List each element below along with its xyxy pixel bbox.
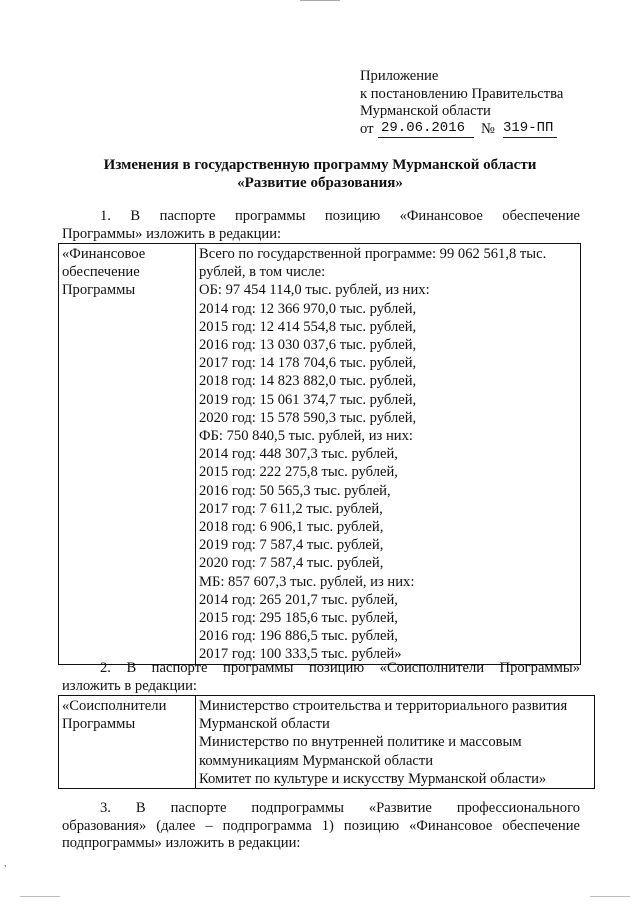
section-2-intro [62,660,580,695]
co-executors-label-cell [59,696,196,789]
appendix-line-2: к постановлению Правительства [360,85,564,102]
financing-line: 2019 год: 15 061 374,7 тыс. рублей, [199,391,417,408]
title-line-2: «Развитие образования» [237,175,403,191]
financing-line: 2018 год: 6 906,1 тыс. рублей, [199,519,384,536]
financing-line: 2020 год: 15 578 590,3 тыс. рублей, [199,409,417,426]
scan-mark [300,0,340,1]
co-executor-line: Министерство строительства и территориального развития [199,698,568,714]
co-executor-line: Комитет по культуре и искусству Мурманской области» [199,770,547,787]
section-1-line-1: 1. В паспорте программы позицию «Финансовое обеспечение [100,208,580,224]
table-label-line: «Соисполнители [62,698,167,714]
section-2-line-1: 2. В паспорте программы позицию «Соисполнители Программы» [100,660,580,676]
scan-artifact: , [4,858,7,869]
financing-label-cell [59,244,196,665]
appendix-header [360,68,620,141]
financing-line: 2015 год: 12 414 554,8 тыс. рублей, [199,318,417,335]
number-underline [503,137,557,138]
section-1-intro [62,208,580,243]
appendix-line-1: Приложение [360,68,439,84]
scan-edge-line [20,896,60,897]
resolution-number: 319-ПП [503,119,554,136]
document-title [40,156,600,192]
financing-line: 2017 год: 7 611,2 тыс. рублей, [199,500,383,517]
date-prefix: от [360,120,374,137]
financing-line: МБ: 857 607,3 тыс. рублей, из них: [199,573,415,590]
financing-line: 2014 год: 265 201,7 тыс. рублей, [199,591,398,608]
table-label-line: «Финансовое [62,246,146,262]
financing-line: ФБ: 750 840,5 тыс. рублей, из них: [199,428,413,445]
financing-line: 2018 год: 14 823 882,0 тыс. рублей, [199,373,417,390]
resolution-date: 29.06.2016 [381,119,466,136]
financing-line: 2016 год: 13 030 037,6 тыс. рублей, [199,337,417,354]
section-1-line-2: Программы» изложить в редакции: [62,225,282,242]
financing-table [58,243,581,665]
financing-line: 2014 год: 12 366 970,0 тыс. рублей, [199,300,417,317]
financing-line: 2017 год: 14 178 704,6 тыс. рублей, [199,355,417,372]
co-executor-line: Мурманской области [199,716,330,733]
appendix-line-3: Мурманской области [360,103,491,119]
financing-line: 2016 год: 196 886,5 тыс. рублей, [199,628,398,645]
number-sign: № [481,120,495,137]
section-3-line-2: образования» (далее – подпрограмма 1) позицию «Финансовое обеспечение [62,817,580,834]
table-label-line: обеспечение [62,264,140,281]
table-row [59,244,581,665]
table-row [59,696,595,789]
co-executor-line: коммуникациям Мурманской области [199,752,434,769]
financing-line: 2015 год: 222 275,8 тыс. рублей, [199,464,398,481]
co-executor-line: Министерство по внутренней политике и массовым [199,734,522,751]
section-3-line-3: подпрограммы» изложить в редакции: [62,835,301,851]
financing-line: 2020 год: 7 587,4 тыс. рублей, [199,555,384,572]
financing-line: 2015 год: 295 185,6 тыс. рублей, [199,610,398,627]
co-executors-value-cell [196,696,595,789]
financing-line: Всего по государственной программе: 99 062 561,8 тыс. [199,246,547,262]
date-underline [378,137,474,138]
financing-line: 2014 год: 448 307,3 тыс. рублей, [199,446,398,463]
financing-line: 2016 год: 50 565,3 тыс. рублей, [199,482,391,499]
table-label-line: Программы [62,716,136,733]
section-3-intro [62,800,580,853]
financing-line: ОБ: 97 454 114,0 тыс. рублей, из них: [199,282,430,299]
section-3-line-1: 3. В паспорте подпрограммы «Развитие профессионального [100,800,580,816]
co-executors-table [58,695,595,789]
appendix-date-row [360,121,620,141]
financing-line: рублей, в том числе: [199,264,326,281]
title-line-1: Изменения в государственную программу Мурманской области [103,157,537,173]
financing-line: 2017 год: 100 333,5 тыс. рублей» [199,646,402,663]
table-label-line: Программы [62,282,136,299]
financing-value-cell [196,244,581,665]
financing-line: 2019 год: 7 587,4 тыс. рублей, [199,537,384,554]
section-2-line-2: изложить в редакции: [62,677,197,694]
scan-edge-line [590,896,630,897]
